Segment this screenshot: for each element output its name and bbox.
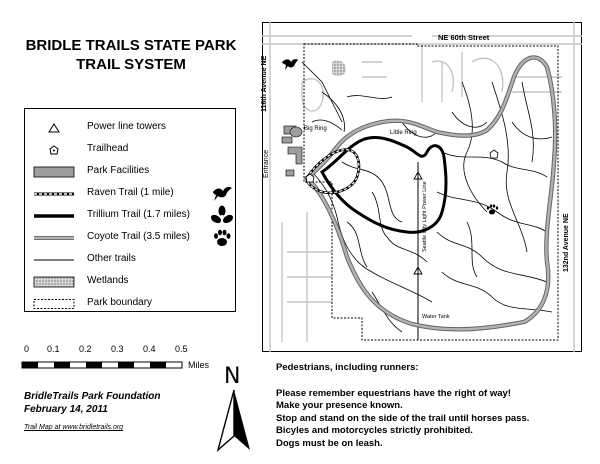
label-avenue-east: 132nd Avenue NE — [563, 213, 570, 272]
title-line-1: BRIDLE TRAILS STATE PARK — [25, 37, 237, 54]
legend-label: Trailhead — [87, 143, 129, 154]
scale-unit-label: Miles — [188, 360, 210, 370]
raven-trail-swatch — [33, 189, 75, 199]
label-street-north: NE 60th Street — [438, 33, 490, 42]
foundation-date: February 14, 2011 — [24, 404, 108, 415]
notice-title: Pedestrians, including runners: — [276, 362, 419, 373]
trillium-trail-swatch — [33, 211, 75, 221]
raven-icon — [211, 183, 233, 205]
legend-label: Other trails — [87, 253, 136, 264]
map-title — [0, 36, 262, 74]
legend-label: Trillium Trail (1.7 miles) — [87, 209, 190, 220]
foundation-name: BridleTrails Park Foundation — [24, 391, 161, 402]
title-line-2: TRAIL SYSTEM — [76, 56, 186, 73]
scale-tick-label: 0.4 — [143, 344, 156, 354]
legend-item-trailhead — [25, 139, 235, 161]
scale-bar — [22, 340, 222, 376]
notice-line: Bicyles and motorcycles strictly prohibited. — [276, 425, 473, 436]
scale-tick-label: 0 — [24, 344, 30, 354]
legend-label: Park Facilities — [87, 165, 150, 176]
legend-label: Raven Trail (1 mile) — [87, 187, 174, 198]
other-trails-swatch — [33, 255, 75, 265]
foundation-credit — [24, 390, 161, 416]
legend-label: Coyote Trail (3.5 miles) — [87, 231, 190, 242]
scale-tick-label: 0.5 — [175, 344, 188, 354]
coyote-trail-swatch — [33, 233, 75, 243]
wetlands-swatch — [33, 277, 75, 287]
legend-label: Wetlands — [87, 275, 129, 286]
trillium-icon — [211, 205, 233, 227]
scale-tick-label: 0.1 — [47, 344, 60, 354]
boundary-swatch — [33, 299, 75, 309]
label-avenue-west: 116th Avenue NE — [261, 55, 268, 112]
legend-item-coyote — [25, 227, 235, 249]
label-entrance: Entrance — [263, 149, 270, 178]
scale-tick-label: 0.2 — [79, 344, 92, 354]
label-big-ring: Big Ring — [304, 126, 327, 132]
park-map — [262, 22, 582, 352]
notice-line: Dogs must be on leash. — [276, 437, 383, 449]
notice-line: Stop and stand on the side of the trail until horses pass. — [276, 412, 530, 424]
legend-item-towers — [25, 117, 235, 139]
legend-label: Power line towers — [87, 121, 166, 132]
legend-item-other-trails — [25, 249, 235, 271]
pedestrian-notice — [276, 362, 596, 450]
north-arrow — [214, 364, 254, 454]
notice-line: Please remember equestrians have the right of way! — [276, 387, 511, 399]
legend — [24, 108, 236, 312]
north-label: N — [224, 364, 241, 389]
coyote-paw-icon — [211, 227, 233, 249]
label-little-ring: Little Ring — [390, 130, 417, 136]
legend-item-wetlands — [25, 271, 235, 293]
notice-line: Make your presence known. — [276, 400, 403, 411]
facilities-swatch — [33, 167, 75, 177]
scale-tick-label: 0.3 — [111, 344, 124, 354]
legend-label: Park boundary — [87, 297, 153, 308]
pentagon-icon — [33, 145, 75, 155]
legend-item-facilities — [25, 161, 235, 183]
label-power-line: Seattle City Light Power Line — [422, 181, 428, 252]
legend-item-raven — [25, 183, 235, 205]
label-water-tank: Water Tank — [422, 314, 450, 320]
legend-item-boundary — [25, 293, 235, 315]
triangle-icon — [33, 123, 75, 133]
map-link[interactable]: Trail Map at www.bridletrails.org — [24, 424, 124, 431]
legend-item-trillium — [25, 205, 235, 227]
north-arrow-icon — [214, 390, 254, 454]
